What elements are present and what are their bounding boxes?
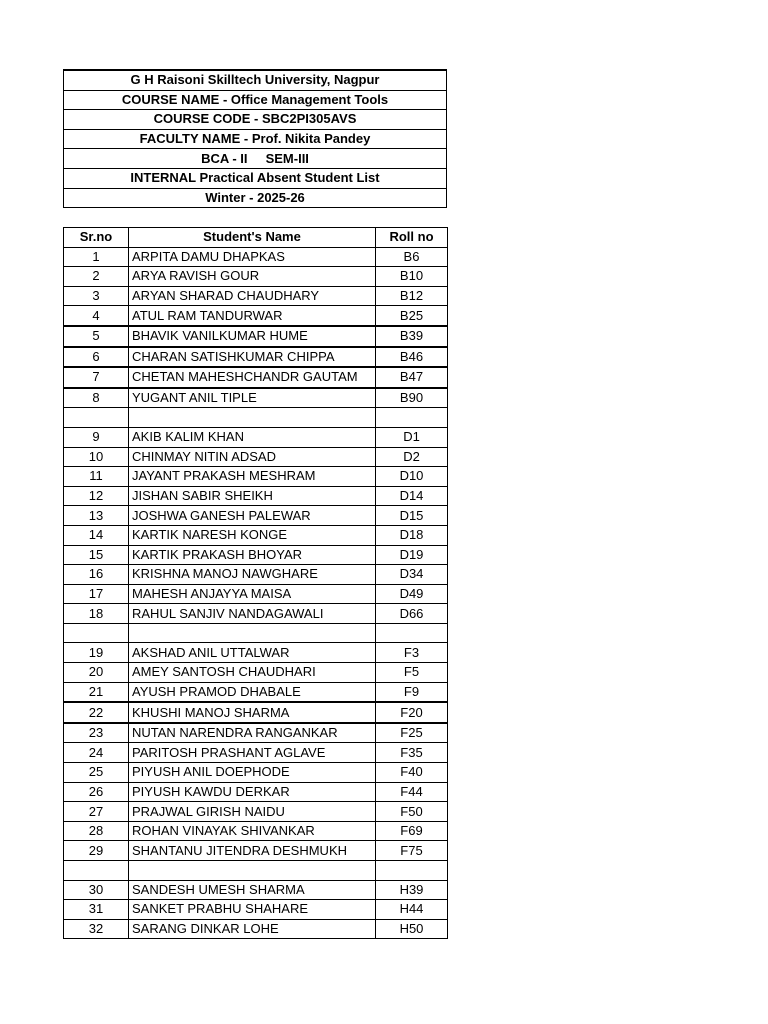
table-row <box>64 900 448 920</box>
table-row <box>64 821 448 841</box>
student-name-cell <box>129 408 376 428</box>
roll-no-cell: F50 <box>376 802 448 822</box>
table-row <box>64 247 448 267</box>
roll-no-cell: D10 <box>376 467 448 487</box>
roll-no-cell: B25 <box>376 306 448 326</box>
sr-no-cell: 9 <box>64 427 129 447</box>
roll-no-cell: D66 <box>376 604 448 624</box>
sr-no-cell: 15 <box>64 545 129 565</box>
table-row <box>64 604 448 624</box>
roll-no-cell: F25 <box>376 723 448 743</box>
student-name-cell <box>129 623 376 643</box>
roll-no-cell: B12 <box>376 286 448 306</box>
sr-no-cell: 6 <box>64 347 129 368</box>
student-name-cell: ROHAN VINAYAK SHIVANKAR <box>129 821 376 841</box>
table-row <box>64 388 448 408</box>
sr-no-cell: 28 <box>64 821 129 841</box>
roll-no-cell: F44 <box>376 782 448 802</box>
student-name-cell: KHUSHI MANOJ SHARMA <box>129 702 376 723</box>
roll-no-cell: H44 <box>376 900 448 920</box>
sr-no-cell: 5 <box>64 326 129 347</box>
table-row <box>64 743 448 763</box>
table-row <box>64 486 448 506</box>
sr-no-cell: 26 <box>64 782 129 802</box>
student-name-cell: CHINMAY NITIN ADSAD <box>129 447 376 467</box>
roll-no-cell: B39 <box>376 326 448 347</box>
roll-no-cell: F20 <box>376 702 448 723</box>
table-row <box>64 286 448 306</box>
student-name-cell: PARITOSH PRASHANT AGLAVE <box>129 743 376 763</box>
table-row <box>64 545 448 565</box>
sr-no-cell: 20 <box>64 663 129 683</box>
student-name-cell: PRAJWAL GIRISH NAIDU <box>129 802 376 822</box>
table-row <box>64 306 448 326</box>
header-table <box>63 69 447 208</box>
table-row <box>64 525 448 545</box>
sr-no-cell: 10 <box>64 447 129 467</box>
table-row <box>64 682 448 702</box>
table-row <box>64 427 448 447</box>
table-row <box>64 841 448 861</box>
spacer-row <box>64 408 448 428</box>
sr-no-cell: 18 <box>64 604 129 624</box>
sr-no-cell: 13 <box>64 506 129 526</box>
sr-no-cell: 3 <box>64 286 129 306</box>
sr-no-cell: 29 <box>64 841 129 861</box>
roll-no-cell: F35 <box>376 743 448 763</box>
student-name-cell: ARYA RAVISH GOUR <box>129 267 376 287</box>
column-header-rollno: Roll no <box>376 228 448 248</box>
sr-no-cell: 19 <box>64 643 129 663</box>
table-row <box>64 763 448 783</box>
student-name-cell: KARTIK NARESH KONGE <box>129 525 376 545</box>
sr-no-cell: 17 <box>64 584 129 604</box>
student-name-cell: ATUL RAM TANDURWAR <box>129 306 376 326</box>
table-row <box>64 880 448 900</box>
student-name-cell: JOSHWA GANESH PALEWAR <box>129 506 376 526</box>
table-row <box>64 584 448 604</box>
student-name-cell: SHANTANU JITENDRA DESHMUKH <box>129 841 376 861</box>
student-name-cell: SANKET PRABHU SHAHARE <box>129 900 376 920</box>
sr-no-cell: 21 <box>64 682 129 702</box>
student-name-cell: BHAVIK VANILKUMAR HUME <box>129 326 376 347</box>
course-code: COURSE CODE - SBC2PI305AVS <box>64 110 447 130</box>
student-name-cell: SARANG DINKAR LOHE <box>129 919 376 939</box>
sr-no-cell: 16 <box>64 565 129 585</box>
column-header-name: Student's Name <box>129 228 376 248</box>
table-row <box>64 326 448 347</box>
sr-no-cell: 27 <box>64 802 129 822</box>
student-name-cell: JISHAN SABIR SHEIKH <box>129 486 376 506</box>
sr-no-cell <box>64 408 129 428</box>
roll-no-cell: F9 <box>376 682 448 702</box>
roll-no-cell: D15 <box>376 506 448 526</box>
sr-no-cell: 22 <box>64 702 129 723</box>
sr-no-cell <box>64 861 129 881</box>
student-name-cell: CHARAN SATISHKUMAR CHIPPA <box>129 347 376 368</box>
student-name-cell: MAHESH ANJAYYA MAISA <box>129 584 376 604</box>
roll-no-cell: B46 <box>376 347 448 368</box>
roll-no-cell: H39 <box>376 880 448 900</box>
table-row <box>64 802 448 822</box>
roll-no-cell: D2 <box>376 447 448 467</box>
student-name-cell: CHETAN MAHESHCHANDR GAUTAM <box>129 367 376 388</box>
sr-no-cell: 11 <box>64 467 129 487</box>
sr-no-cell: 1 <box>64 247 129 267</box>
student-name-cell: AMEY SANTOSH CHAUDHARI <box>129 663 376 683</box>
sr-no-cell: 25 <box>64 763 129 783</box>
sr-no-cell: 4 <box>64 306 129 326</box>
roll-no-cell: D34 <box>376 565 448 585</box>
sr-no-cell: 23 <box>64 723 129 743</box>
student-name-cell: KRISHNA MANOJ NAWGHARE <box>129 565 376 585</box>
roll-no-cell: F40 <box>376 763 448 783</box>
student-name-cell: AKIB KALIM KHAN <box>129 427 376 447</box>
student-name-cell: AYUSH PRAMOD DHABALE <box>129 682 376 702</box>
student-name-cell: PIYUSH ANIL DOEPHODE <box>129 763 376 783</box>
sr-no-cell: 2 <box>64 267 129 287</box>
spacer-row <box>64 861 448 881</box>
spacer-row <box>64 623 448 643</box>
table-row <box>64 919 448 939</box>
table-row <box>64 565 448 585</box>
student-name-cell: PIYUSH KAWDU DERKAR <box>129 782 376 802</box>
sr-no-cell: 8 <box>64 388 129 408</box>
table-header-row <box>64 228 448 248</box>
roll-no-cell: F75 <box>376 841 448 861</box>
student-name-cell <box>129 861 376 881</box>
student-name-cell: ARYAN SHARAD CHAUDHARY <box>129 286 376 306</box>
table-row <box>64 723 448 743</box>
table-row <box>64 267 448 287</box>
sr-no-cell <box>64 623 129 643</box>
university-name: G H Raisoni Skilltech University, Nagpur <box>64 70 447 90</box>
student-name-cell: SANDESH UMESH SHARMA <box>129 880 376 900</box>
sr-no-cell: 12 <box>64 486 129 506</box>
table-row <box>64 643 448 663</box>
roll-no-cell: D14 <box>376 486 448 506</box>
roll-no-cell: B90 <box>376 388 448 408</box>
student-name-cell: KARTIK PRAKASH BHOYAR <box>129 545 376 565</box>
sr-no-cell: 30 <box>64 880 129 900</box>
course-name: COURSE NAME - Office Management Tools <box>64 90 447 110</box>
table-row <box>64 447 448 467</box>
student-name-cell: NUTAN NARENDRA RANGANKAR <box>129 723 376 743</box>
sr-no-cell: 7 <box>64 367 129 388</box>
faculty-name: FACULTY NAME - Prof. Nikita Pandey <box>64 129 447 149</box>
roll-no-cell: F5 <box>376 663 448 683</box>
student-name-cell: ARPITA DAMU DHAPKAS <box>129 247 376 267</box>
session: Winter - 2025-26 <box>64 188 447 208</box>
roll-no-cell <box>376 861 448 881</box>
table-row <box>64 467 448 487</box>
table-body <box>64 247 448 939</box>
sr-no-cell: 24 <box>64 743 129 763</box>
table-row <box>64 782 448 802</box>
roll-no-cell: B10 <box>376 267 448 287</box>
roll-no-cell: D49 <box>376 584 448 604</box>
column-header-srno: Sr.no <box>64 228 129 248</box>
table-row <box>64 347 448 368</box>
student-name-cell: AKSHAD ANIL UTTALWAR <box>129 643 376 663</box>
roll-no-cell: F3 <box>376 643 448 663</box>
roll-no-cell <box>376 623 448 643</box>
roll-no-cell: D1 <box>376 427 448 447</box>
roll-no-cell: H50 <box>376 919 448 939</box>
student-name-cell: RAHUL SANJIV NANDAGAWALI <box>129 604 376 624</box>
roll-no-cell: B6 <box>376 247 448 267</box>
student-name-cell: JAYANT PRAKASH MESHRAM <box>129 467 376 487</box>
roll-no-cell: F69 <box>376 821 448 841</box>
student-name-cell: YUGANT ANIL TIPLE <box>129 388 376 408</box>
sr-no-cell: 31 <box>64 900 129 920</box>
table-row <box>64 367 448 388</box>
class-semester: BCA - II SEM-III <box>64 149 447 169</box>
table-row <box>64 663 448 683</box>
roll-no-cell: D19 <box>376 545 448 565</box>
roll-no-cell: B47 <box>376 367 448 388</box>
list-title: INTERNAL Practical Absent Student List <box>64 168 447 188</box>
table-row <box>64 702 448 723</box>
roll-no-cell <box>376 408 448 428</box>
sr-no-cell: 32 <box>64 919 129 939</box>
roll-no-cell: D18 <box>376 525 448 545</box>
sr-no-cell: 14 <box>64 525 129 545</box>
table-row <box>64 506 448 526</box>
absent-student-table <box>63 227 448 939</box>
